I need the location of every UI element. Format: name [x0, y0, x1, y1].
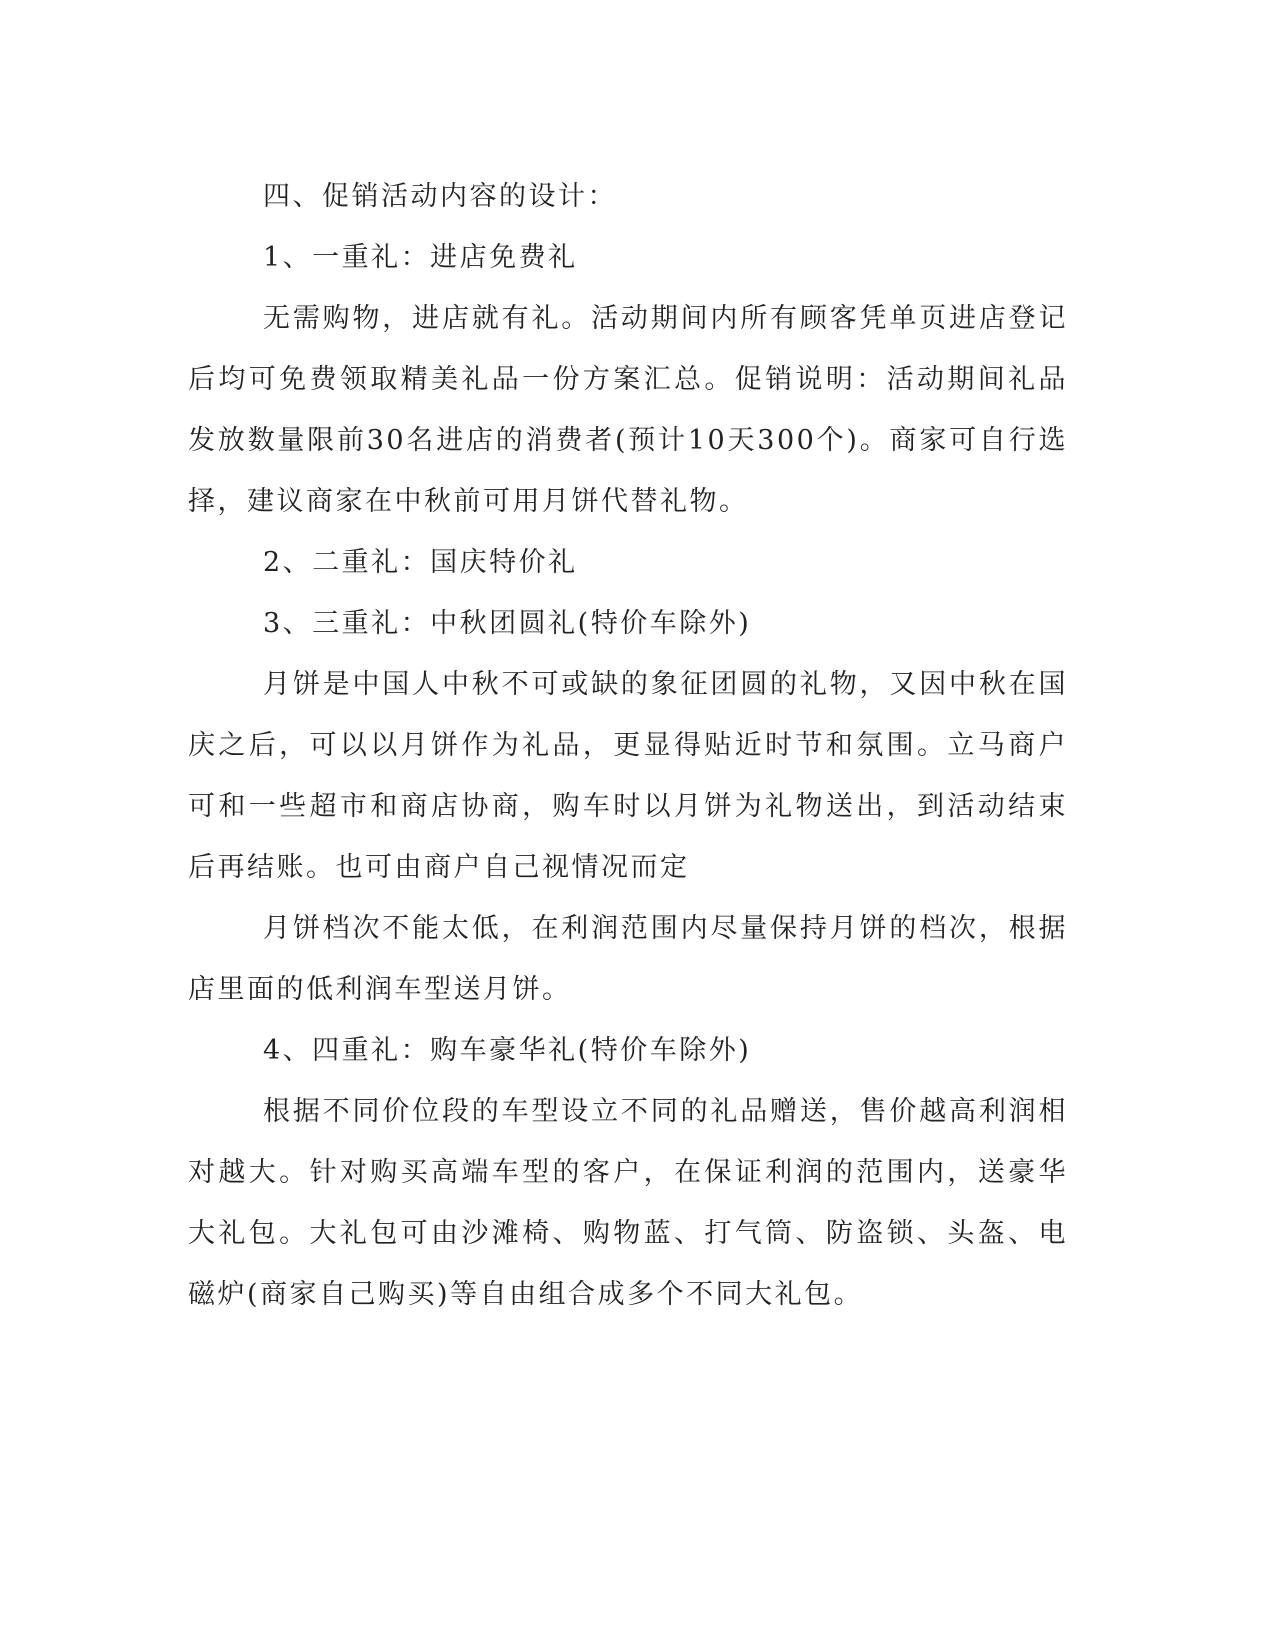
item-1-description: 无需购物，进店就有礼。活动期间内所有顾客凭单页进店登记后均可免费领取精美礼品一份方案汇总。促销说明：活动期间礼品发放数量限前30名进店的消费者(预计10天300个)。商家可自行选择，建议商家在中秋前可用月饼代替礼物。: [188, 303, 1068, 517]
item-3-description: 月饼是中国人中秋不可或缺的象征团圆的礼物，又因中秋在国庆之后，可以以月饼作为礼品，更显得贴近时节和氛围。立马商户可和一些超市和商店协商，购车时以月饼为礼物送出，到活动结束后再结账。也可由商户自己视情况而定: [188, 669, 1068, 883]
item-heading-1: 1、一重礼：进店免费礼: [263, 242, 578, 273]
item-heading-3: 3、三重礼：中秋团圆礼(特价车除外): [263, 608, 752, 639]
section-heading: 四、促销活动内容的设计：: [263, 181, 617, 212]
item-4-description: 根据不同价位段的车型设立不同的礼品赠送，售价越高利润相对越大。针对购买高端车型的客户，在保证利润的范围内，送豪华大礼包。大礼包可由沙滩椅、购物蓝、打气筒、防盗锁、头盔、电磁炉(商家自己购买)等自由组合成多个不同大礼包。: [188, 1096, 1068, 1310]
document-body: [188, 166, 1068, 1325]
item-3-note: 月饼档次不能太低，在利润范围内尽量保持月饼的档次，根据店里面的低利润车型送月饼。: [188, 913, 1068, 1005]
item-heading-4: 4、四重礼：购车豪华礼(特价车除外): [263, 1035, 752, 1066]
item-heading-2: 2、二重礼：国庆特价礼: [263, 547, 578, 578]
